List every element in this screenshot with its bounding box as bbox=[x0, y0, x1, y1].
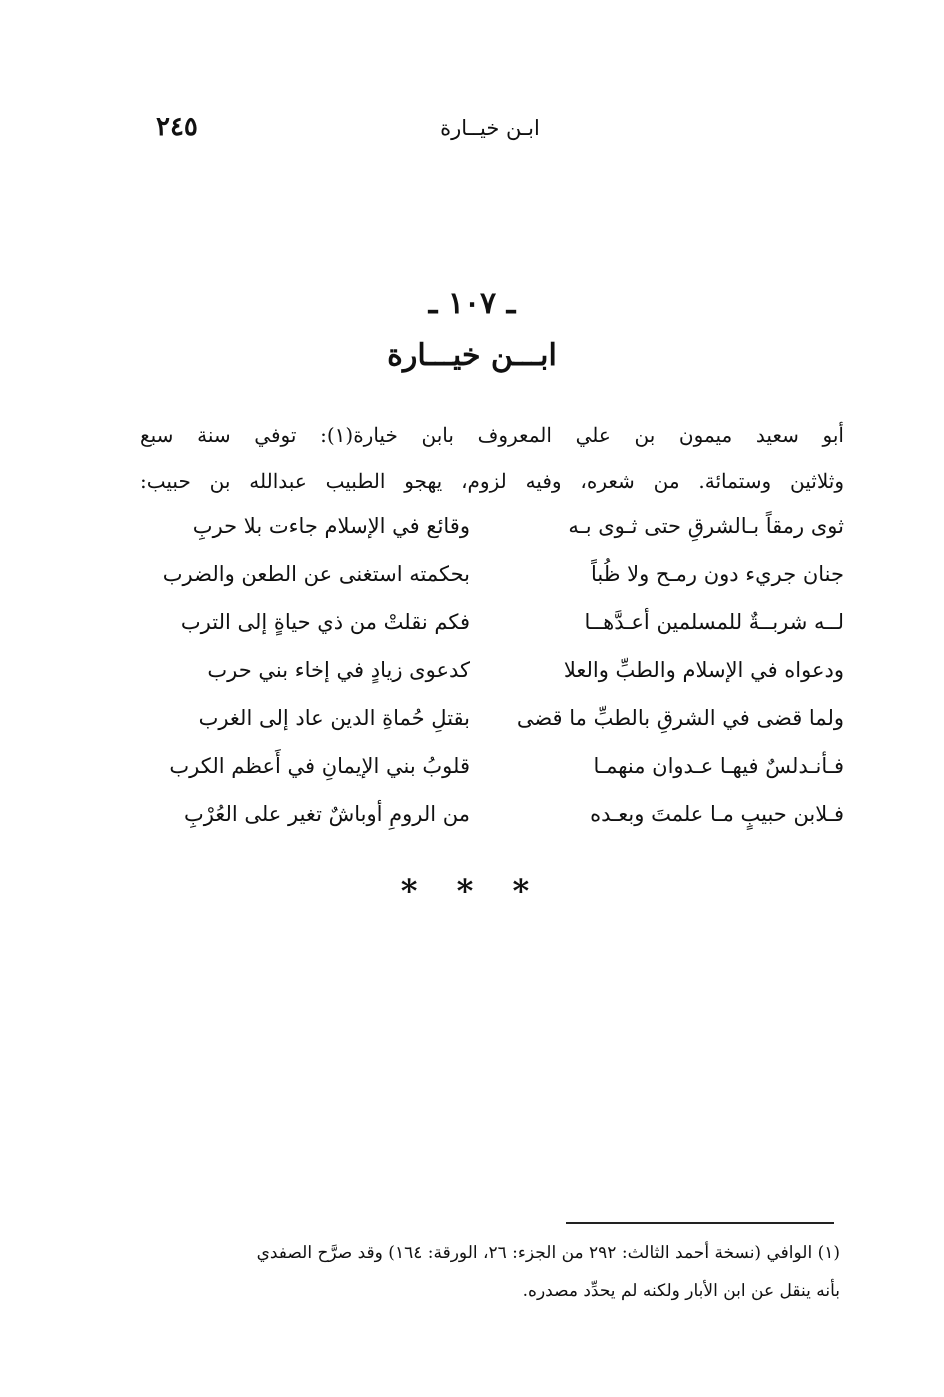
verse-second-hemistich: من الرومِ أوباشٌ تغير على العُرْبِ bbox=[183, 802, 470, 826]
intro-paragraph bbox=[140, 412, 844, 504]
verse-second-hemistich: وقائع في الإسلام جاءت بلا حربِ bbox=[192, 514, 470, 538]
intro-line: أبو سعيد ميمون بن علي المعروف بابن خيارة(١): توفي سنة سبع bbox=[140, 423, 844, 447]
verse-second-hemistich: فكم نقلتْ من ذي حياةٍ إلى الترب bbox=[180, 610, 470, 634]
verse-second-hemistich: بحكمته استغنى عن الطعن والضرب bbox=[162, 562, 470, 586]
verse-second-hemistich: كدعوى زيادٍ في إخاء بني حرب bbox=[207, 658, 470, 682]
entry-number: ـ ١٠٧ ـ bbox=[428, 286, 516, 321]
verse bbox=[140, 554, 844, 602]
verse bbox=[140, 602, 844, 650]
running-title: ابـن خيــارة bbox=[440, 116, 540, 140]
verse-second-hemistich: قلوبُ بني الإيمانِ في أَعظم الكرب bbox=[169, 754, 470, 778]
verse bbox=[140, 650, 844, 698]
verse bbox=[140, 746, 844, 794]
verse-first-hemistich: لــه شربــةٌ للمسلمين أعـدَّهــا bbox=[584, 610, 844, 634]
intro-line: وثلاثين وستمائة. من شعره، وفيه لزوم، يهجو الطبيب عبدالله بن حبيب: bbox=[140, 469, 844, 493]
entry-title: ابـــن خيـــارة bbox=[387, 338, 557, 373]
verse-second-hemistich: بقتلِ حُماةِ الدين عاد إلى الغرب bbox=[198, 706, 470, 730]
verse bbox=[140, 506, 844, 554]
verse-first-hemistich: ودعواه في الإسلام والطبِّ والعلا bbox=[563, 658, 844, 682]
footnote-rule bbox=[566, 1222, 834, 1224]
footnote-line: (١) الوافي (نسخة أحمد الثالث: ٢٩٢ من الجزء: ٢٦، الورقة: ١٦٤) وقد صرَّح الصفدي bbox=[256, 1243, 840, 1263]
verse-first-hemistich: ثوى رمقاً بـالشرقِ حتى ثـوى بـه bbox=[568, 514, 844, 538]
running-head bbox=[140, 112, 840, 148]
verse-first-hemistich: ولما قضى في الشرقِ بالطبِّ ما قضى bbox=[516, 706, 844, 730]
verse bbox=[140, 698, 844, 746]
footnote bbox=[130, 1234, 840, 1310]
poem bbox=[140, 506, 844, 842]
verse bbox=[140, 794, 844, 842]
verse-first-hemistich: جنان جريء دون رمـح ولا ظُباً bbox=[591, 562, 844, 586]
page-number: ٢٤٥ bbox=[156, 112, 198, 142]
section-separator: * * * bbox=[400, 872, 544, 910]
verse-first-hemistich: فـأنـدلسٌ فيهـا عـدوان منهمـا bbox=[593, 754, 844, 778]
footnote-line: بأنه ينقل عن ابن الأبار ولكنه لم يحدِّد مصدره. bbox=[522, 1281, 840, 1301]
verse-first-hemistich: فـلابن حبيبٍ مـا علمتَ وبعـده bbox=[590, 802, 844, 826]
